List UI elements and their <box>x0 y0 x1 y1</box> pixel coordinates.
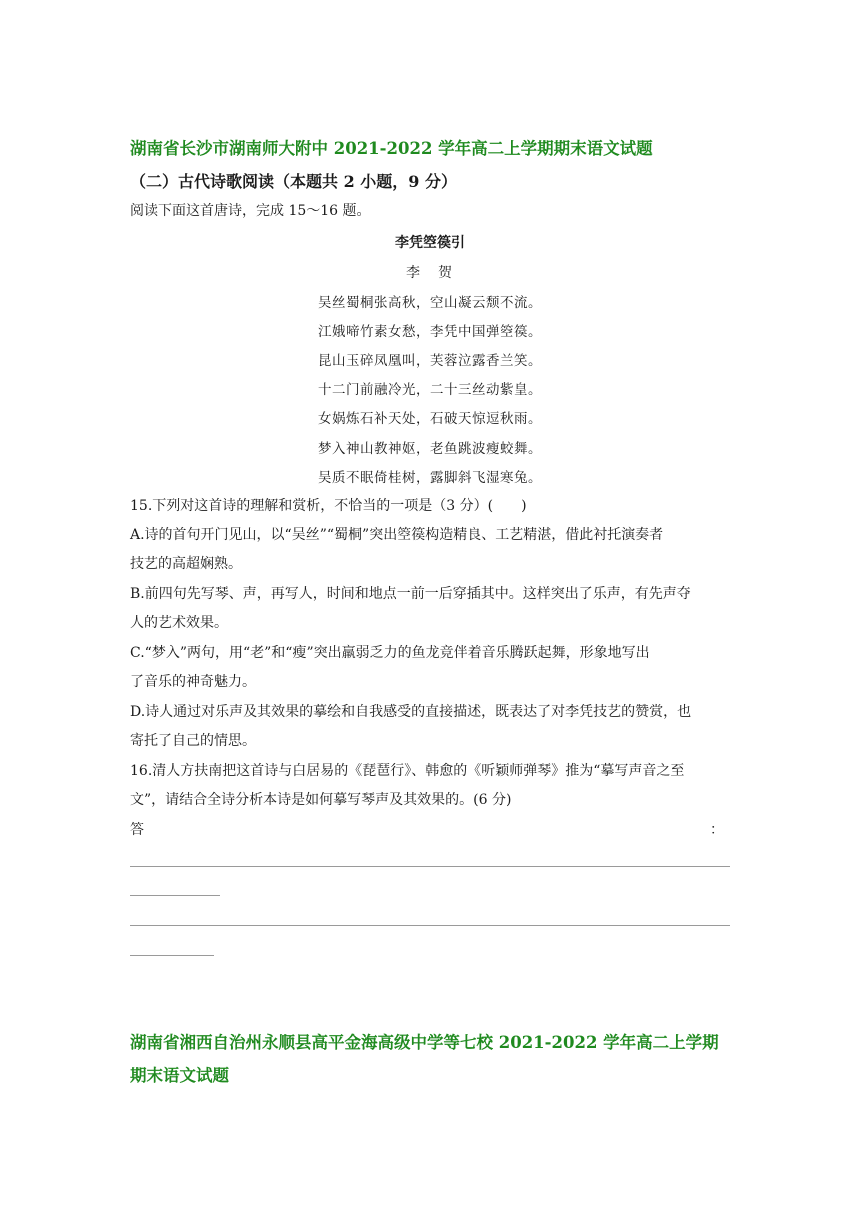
poem-line: 吴丝蜀桐张高秋，空山凝云颓不流。 <box>318 295 542 311</box>
question-16-line2: 文”，请结合全诗分析本诗是如何摹写琴声及其效果的。(6 分) <box>130 792 512 808</box>
answer-label: 答 <box>130 822 144 838</box>
poem-line: 吴质不眠倚桂树，露脚斜飞湿寒兔。 <box>318 470 542 486</box>
question-15-option-a-line1: A.诗的首句开门见山，以“吴丝”“蜀桐”突出箜篌构造精良、工艺精湛，借此衬托演奏者 <box>130 527 664 543</box>
question-15-option-a-line2: 技艺的高超娴熟。 <box>130 556 242 572</box>
answer-line <box>130 925 730 926</box>
poem-line: 十二门前融冷光，二十三丝动紫皇。 <box>318 382 542 398</box>
answer-colon: ： <box>710 822 724 838</box>
doc-title-2-line1: 湖南省湘西自治州永顺县高平金海高级中学等七校 2021-2022 学年高二上学期 <box>130 1033 719 1052</box>
question-15-option-d-line1: D.诗人通过对乐声及其效果的摹绘和自我感受的直接描述，既表达了对李凭技艺的赞赏，也 <box>130 704 692 720</box>
question-15-option-b-line1: B.前四句先写琴、声，再写人，时间和地点一前一后穿插其中。这样突出了乐声，有先声夺 <box>130 586 691 602</box>
poem-title: 李凭箜篌引 <box>395 235 465 251</box>
doc-title-1: 湖南省长沙市湖南师大附中 2021-2022 学年高二上学期期末语文试题 <box>130 139 653 158</box>
answer-line <box>130 895 220 896</box>
question-15-option-b-line2: 人的艺术效果。 <box>130 615 228 631</box>
answer-line <box>130 955 214 956</box>
poem-author: 李 贺 <box>406 265 454 281</box>
poem-line: 女娲炼石补天处，石破天惊逗秋雨。 <box>318 411 542 427</box>
question-15-option-c-line2: 了音乐的神奇魅力。 <box>130 674 256 690</box>
poem-line: 梦入神山教神妪，老鱼跳波瘦蛟舞。 <box>318 441 542 457</box>
doc-title-2-line2: 期末语文试题 <box>130 1066 229 1085</box>
poem-line: 昆山玉碎凤凰叫，芙蓉泣露香兰笑。 <box>318 353 542 369</box>
instruction-text: 阅读下面这首唐诗，完成 15～16 题。 <box>130 203 371 219</box>
question-15-option-d-line2: 寄托了自己的情思。 <box>130 733 256 749</box>
question-15-stem: 15.下列对这首诗的理解和赏析，不恰当的一项是（3 分）( ) <box>130 498 527 514</box>
poem-line: 江娥啼竹素女愁，李凭中国弹箜篌。 <box>318 324 542 340</box>
question-15-option-c-line1: C.“梦入”两句，用“老”和“瘦”突出羸弱乏力的鱼龙竞伴着音乐腾跃起舞，形象地写出 <box>130 645 650 661</box>
question-16-line1: 16.清人方扶南把这首诗与白居易的《琵琶行》、韩愈的《听颖师弹琴》推为“摹写声音之至 <box>130 763 685 779</box>
answer-line <box>130 866 730 867</box>
section-heading: （二）古代诗歌阅读（本题共 2 小题，9 分） <box>130 172 457 191</box>
